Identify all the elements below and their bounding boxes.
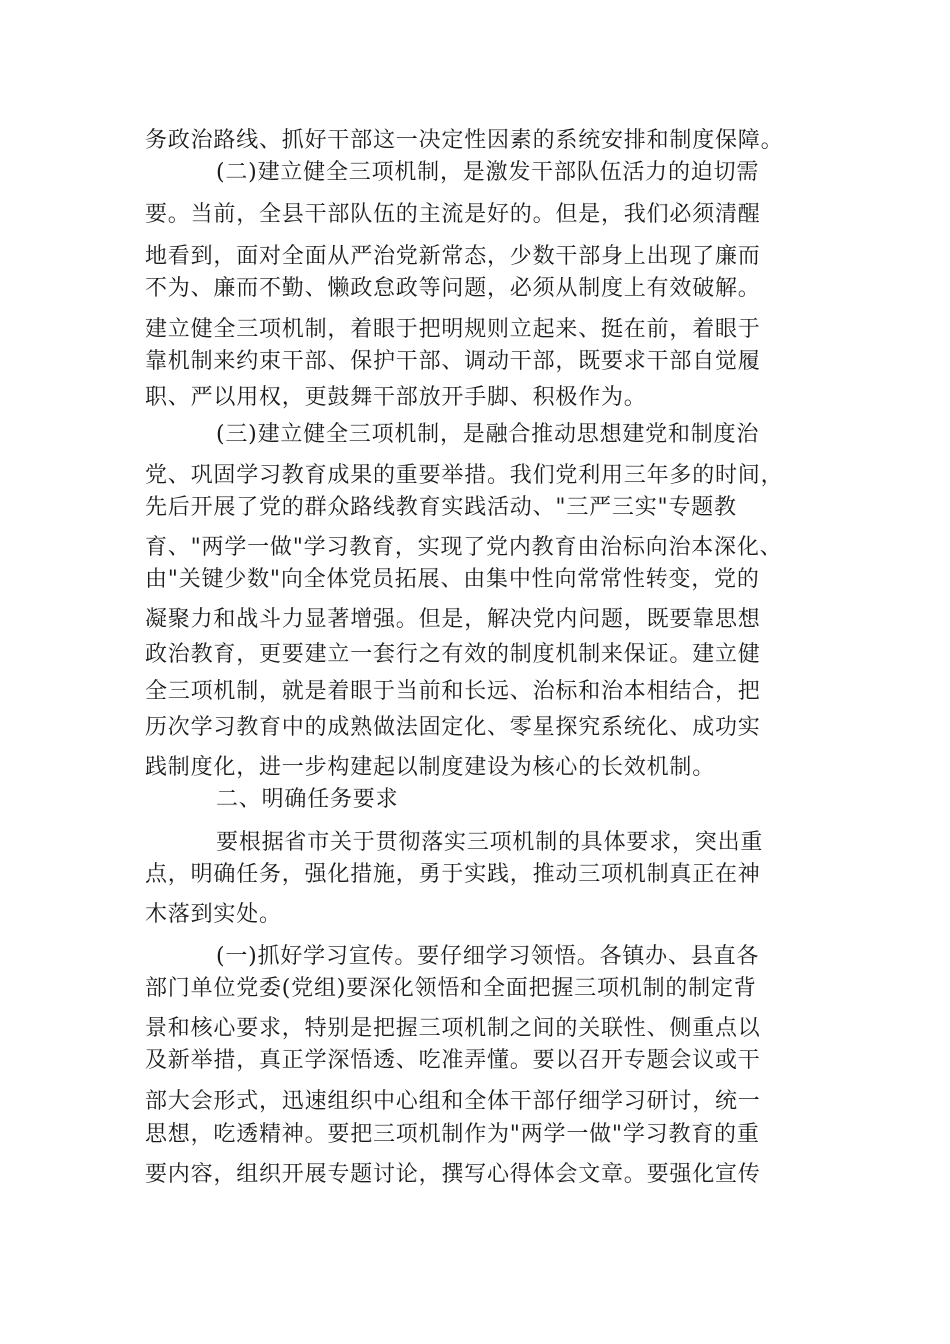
text-line: 部门单位党委(党组)要深化领悟和全面把握三项机制的制定背 [145, 976, 757, 1001]
text-line: 由"关键少数"向全体党员拓展、由集中性向常常性转变，党的 [145, 567, 760, 592]
text-line: 不为、廉而不勤、懒政怠政等问题，必须从制度上有效破解。 [145, 276, 761, 301]
text-line: 地看到，面对全面从严治党新常态，少数干部身上出现了廉而 [145, 244, 761, 269]
text-line: 思想，吃透精神。要把三项机制作为"两学一做"学习教育的重 [145, 1122, 760, 1147]
section-heading: 二、明确任务要求 [216, 787, 399, 812]
text-line: 要内容，组织开展专题讨论，撰写心得体会文章。要强化宣传 [145, 1162, 761, 1187]
text-line: 党、巩固学习教育成果的重要举措。我们党利用三年多的时间， [145, 463, 784, 488]
text-line: 点，明确任务，强化措施，勇于实践，推动三项机制真正在神 [145, 862, 761, 887]
text-line: 部大会形式，迅速组织中心组和全体干部仔细学习研讨，统一 [145, 1089, 761, 1114]
text-line: 历次学习教育中的成熟做法固定化、零星探究系统化、成功实 [145, 715, 761, 740]
text-line: 景和核心要求，特别是把握三项机制之间的关联性、侧重点以 [145, 1016, 761, 1041]
text-line: 务政治路线、抓好干部这一决定性因素的系统安排和制度保障。 [145, 128, 784, 153]
text-line: 凝聚力和战斗力显著增强。但是，解决党内问题，既要靠思想 [145, 607, 761, 632]
text-line: 靠机制来约束干部、保护干部、调动干部，既要求干部自觉履 [145, 349, 761, 374]
text-line: (三)建立健全三项机制，是融合推动思想建党和制度治 [216, 422, 760, 447]
text-line: 先后开展了党的群众路线教育实践活动、"三严三实"专题教 [145, 495, 737, 520]
text-line: 要。当前，全县干部队伍的主流是好的。但是，我们必须清醒 [145, 202, 761, 227]
text-line: 建立健全三项机制，着眼于把明规则立起来、挺在前，着眼于 [145, 317, 761, 342]
text-line: 木落到实处。 [145, 902, 282, 927]
text-line: (一)抓好学习宣传。要仔细学习领悟。各镇办、县直各 [216, 944, 760, 969]
text-line: 政治教育，更要建立一套行之有效的制度机制来保证。建立健 [145, 642, 761, 667]
text-line: 全三项机制，就是着眼于当前和长远、治标和治本相结合，把 [145, 679, 761, 704]
text-line: 职、严以用权，更鼓舞干部放开手脚、积极作为。 [145, 385, 647, 410]
text-line: 育、"两学一做"学习教育，实现了党内教育由治标向治本深化、 [145, 535, 783, 560]
text-line: 及新举措，真正学深悟透、吃准弄懂。要以召开专题会议或干 [145, 1048, 761, 1073]
text-line: 践制度化，进一步构建起以制度建设为核心的长效机制。 [145, 755, 716, 780]
text-line: (二)建立健全三项机制，是激发干部队伍活力的迫切需 [216, 160, 760, 185]
text-line: 要根据省市关于贯彻落实三项机制的具体要求，突出重 [216, 830, 764, 855]
